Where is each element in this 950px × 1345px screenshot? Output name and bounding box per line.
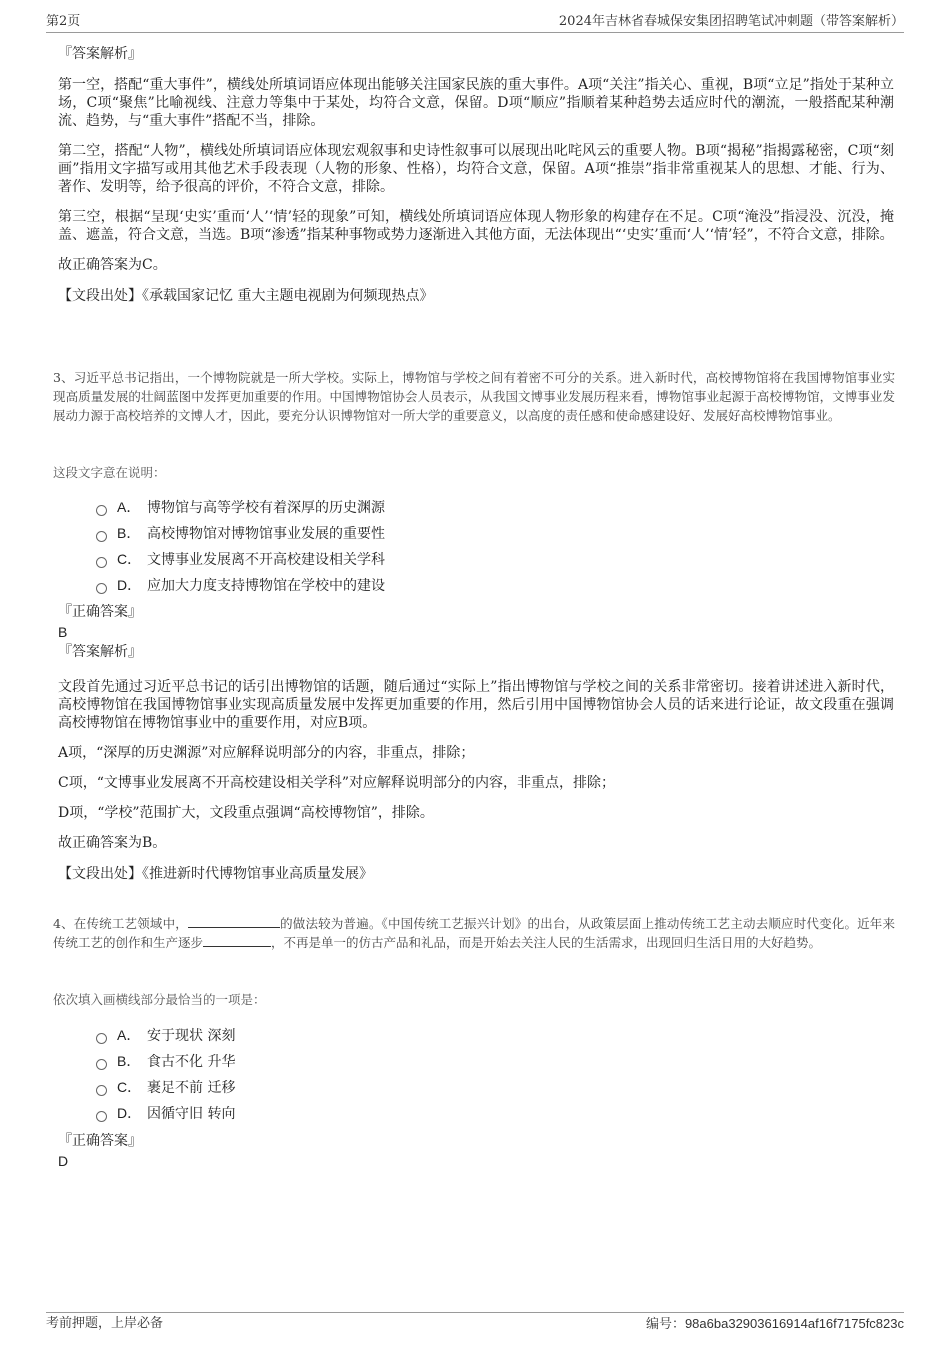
q3-options [96, 494, 385, 598]
q4-option-a[interactable]: A． 安于现状 深刻 [96, 1022, 235, 1048]
q3-analysis-para-4: D项，“学校”范围扩大，文段重点强调“高校博物馆”，排除。 [58, 805, 434, 821]
blank-1 [188, 915, 280, 928]
page-header [46, 12, 904, 33]
q2-analysis-para-1: 第一空，搭配“重大事件”，横线处所填词语应体现出能够关注国家民族的重大事件。A项“关注”指关心、重视，B项“立足”指处于某种立场，C项“聚焦”比喻视线、注意力等集中于某处，均符合文意，保留。D项“顺应”指顺着某种趋势去适应时代的潮流，一般搭配某种潮流、趋势，与“重大事件”搭配不当，排除。 [58, 77, 894, 129]
q2-analysis-label: 『答案解析』 [58, 46, 142, 62]
option-text: 应加大力度支持博物馆在学校中的建设 [147, 578, 385, 594]
option-text: 食古不化 升华 [147, 1054, 236, 1070]
q4-options [96, 1022, 235, 1126]
page-footer [46, 1312, 904, 1333]
q3-prompt: 这段文字意在说明： [53, 465, 166, 480]
q3-analysis-para-3: C项，“文博事业发展离不开高校建设相关学科”对应解释说明部分的内容，非重点，排除； [58, 775, 616, 791]
q2-analysis-section [58, 44, 894, 324]
q3-stem: 3、习近平总书记指出，一个博物院就是一所大学校。实际上，博物馆与学校之间有着密不可分的关系。进入新时代，高校博物馆将在我国博物馆事业实现高质量发展的壮阔蓝图中发挥更加重要的作用。中国博物馆协会人员表示，从我国文博事业发展历程来看，博物馆事业起源于高校博物馆，文博事业发展动力源于高校培养的文博人才，因此，要充分认识博物馆对一所大学的重要意义，以高度的责任感和使命感建设好、发展好高校博物馆事业。 [53, 370, 895, 423]
q4-answer-label: 『正确答案』 [58, 1133, 142, 1149]
radio-icon[interactable] [96, 505, 107, 516]
q2-analysis-para-3: 第三空，根据“呈现‘史实’重而‘人’‘情’轻的现象”可知，横线处所填词语应体现人物形象的构建存在不足。C项“淹没”指浸没、沉没，掩盖、遮盖，符合文意，当选。B项“渗透”指某种事物或势力逐渐进入其他方面，无法体现出“‘史实’重而‘人’‘情’轻”，不符合文意，排除。 [58, 209, 894, 243]
document-title: 2024年吉林省春城保安集团招聘笔试冲刺题（带答案解析） [558, 14, 904, 29]
q3-analysis-para-2: A项，“深厚的历史渊源”对应解释说明部分的内容，非重点，排除； [58, 745, 475, 761]
q3-analysis-label: 『答案解析』 [58, 644, 142, 660]
q3-answer-label: 『正确答案』 [58, 604, 142, 620]
q3-answer: B [58, 624, 68, 640]
blank-2 [203, 934, 271, 947]
radio-icon[interactable] [96, 1085, 107, 1096]
radio-icon[interactable] [96, 1033, 107, 1044]
option-text: 因循守旧 转向 [147, 1106, 236, 1122]
option-text: 安于现状 深刻 [147, 1028, 236, 1044]
page-number: 第2页 [46, 14, 81, 29]
q3-option-c[interactable]: C． 文博事业发展离不开高校建设相关学科 [96, 546, 385, 572]
q3-option-a[interactable]: A． 博物馆与高等学校有着深厚的历史渊源 [96, 494, 385, 520]
q4-option-d[interactable]: D． 因循守旧 转向 [96, 1100, 235, 1126]
radio-icon[interactable] [96, 557, 107, 568]
document-code: 编号：98a6ba32903616914af16f7175fc823c [645, 1316, 904, 1332]
radio-icon[interactable] [96, 531, 107, 542]
q2-conclusion: 故正确答案为C。 [58, 257, 167, 273]
q4-option-b[interactable]: B． 食古不化 升华 [96, 1048, 235, 1074]
q4-prompt: 依次填入画横线部分最恰当的一项是： [53, 992, 266, 1007]
q4-answer: D [58, 1153, 69, 1169]
option-text: 博物馆与高等学校有着深厚的历史渊源 [147, 500, 385, 516]
q3-conclusion: 故正确答案为B。 [58, 835, 167, 851]
q2-analysis-para-2: 第二空，搭配“人物”，横线处所填词语应体现宏观叙事和史诗性叙事可以展现出叱咤风云的重要人物。B项“揭秘”指揭露秘密，C项“刻画”指用文字描写或用其他艺术手段表现（人物的形象、性格），均符合文意，保留。A项“推崇”指非常重视某人的思想、才能、行为、著作、发明等，给予很高的评价，不符合文意，排除。 [58, 143, 894, 195]
q3-analysis-section [58, 678, 894, 902]
q4-answer-block [58, 1131, 142, 1171]
q3-option-d[interactable]: D． 应加大力度支持博物馆在学校中的建设 [96, 572, 385, 598]
radio-icon[interactable] [96, 583, 107, 594]
q4-stem: 4、在传统工艺领域中， 的做法较为普遍。《中国传统工艺振兴计划》的出台，从政策层面上推动传统工艺主动去顺应时代变化。近年来传统工艺的创作和生产逐步 ，不再是单一的仿古产品和礼品，而是开始去关注人民的生活需求，出现回归生活日用的大好趋势。 [53, 916, 895, 950]
q3-answer-block [58, 602, 142, 662]
q2-source: 【文段出处】《承载国家记忆 重大主题电视剧为何频现热点》 [58, 288, 434, 304]
option-text: 文博事业发展离不开高校建设相关学科 [147, 552, 385, 568]
option-text: 高校博物馆对博物馆事业发展的重要性 [147, 526, 385, 542]
q3-option-b[interactable]: B． 高校博物馆对博物馆事业发展的重要性 [96, 520, 385, 546]
q4-option-c[interactable]: C． 裹足不前 迁移 [96, 1074, 235, 1100]
radio-icon[interactable] [96, 1111, 107, 1122]
option-text: 裹足不前 迁移 [147, 1080, 236, 1096]
radio-icon[interactable] [96, 1059, 107, 1070]
q3-source: 【文段出处】《推进新时代博物馆事业高质量发展》 [58, 866, 373, 882]
footer-slogan: 考前押题，上岸必备 [46, 1316, 164, 1331]
q3-analysis-para-1: 文段首先通过习近平总书记的话引出博物馆的话题，随后通过“实际上”指出博物馆与学校之间的关系非常密切。接着讲述进入新时代，高校博物馆在我国博物馆事业实现高质量发展中发挥更加重要的作用，然后引用中国博物馆协会人员的话来进行论证，故文段重在强调高校博物馆在博物馆事业中的重要作用，对应B项。 [58, 679, 894, 731]
